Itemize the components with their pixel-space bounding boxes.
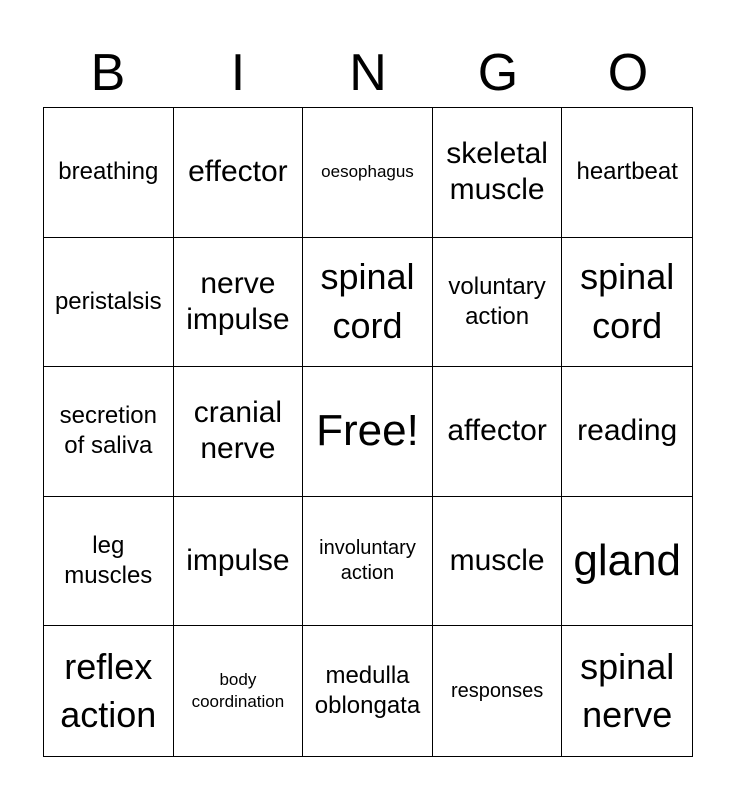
bingo-cell[interactable] (44, 367, 174, 497)
bingo-cell[interactable] (44, 626, 174, 756)
cell-label: effector (188, 155, 288, 189)
header-letter-o: O (607, 44, 649, 102)
bingo-cell[interactable] (174, 367, 304, 497)
cell-label: spinal nerve (580, 645, 675, 736)
bingo-cell[interactable] (303, 626, 433, 756)
bingo-cell[interactable] (44, 497, 174, 627)
cell-label: impulse (186, 544, 290, 578)
cell-label: muscle (449, 544, 545, 578)
bingo-cell[interactable] (433, 108, 563, 238)
bingo-cell[interactable] (433, 367, 563, 497)
cell-label: oesophagus (321, 162, 414, 182)
cell-label: peristalsis (54, 287, 162, 315)
cell-label: breathing (58, 158, 159, 186)
cell-label: skeletal muscle (446, 137, 548, 207)
bingo-cell[interactable] (174, 238, 304, 368)
bingo-cell[interactable] (562, 108, 692, 238)
bingo-cell[interactable] (433, 497, 563, 627)
bingo-cell[interactable] (562, 626, 692, 756)
cell-label: voluntary action (448, 272, 546, 330)
bingo-cell[interactable] (562, 238, 692, 368)
free-space-label: Free! (316, 406, 419, 456)
header-letter-n: N (349, 44, 387, 102)
bingo-cell[interactable] (44, 238, 174, 368)
cell-label: medulla oblongata (314, 662, 421, 720)
cell-label: gland (573, 535, 682, 585)
cell-label: reading (577, 414, 678, 448)
bingo-board (43, 107, 693, 757)
bingo-cell[interactable] (303, 108, 433, 238)
cell-label: secretion of saliva (59, 402, 157, 460)
cell-label: heartbeat (576, 158, 678, 186)
cell-label: body coordination (191, 670, 285, 712)
cell-label: spinal cord (580, 256, 675, 346)
bingo-cell[interactable] (303, 238, 433, 368)
bingo-cell[interactable] (303, 497, 433, 627)
free-space[interactable] (303, 367, 433, 497)
bingo-cell[interactable] (44, 108, 174, 238)
bingo-header (43, 40, 693, 106)
header-letter-i: I (230, 44, 246, 102)
bingo-cell[interactable] (433, 238, 563, 368)
header-letter-b: B (90, 44, 126, 102)
cell-label: nerve impulse (186, 266, 290, 336)
bingo-cell[interactable] (174, 626, 304, 756)
bingo-cell[interactable] (174, 108, 304, 238)
cell-label: involuntary action (319, 537, 416, 585)
cell-label: spinal cord (320, 256, 415, 346)
cell-label: cranial nerve (193, 396, 283, 466)
header-letter-g: G (477, 44, 519, 102)
cell-label: responses (450, 679, 544, 702)
cell-label: affector (447, 414, 547, 448)
bingo-cell[interactable] (174, 497, 304, 627)
cell-label: reflex action (60, 645, 157, 736)
bingo-cell[interactable] (433, 626, 563, 756)
cell-label: leg muscles (64, 532, 153, 590)
bingo-cell[interactable] (562, 367, 692, 497)
bingo-cell[interactable] (562, 497, 692, 627)
